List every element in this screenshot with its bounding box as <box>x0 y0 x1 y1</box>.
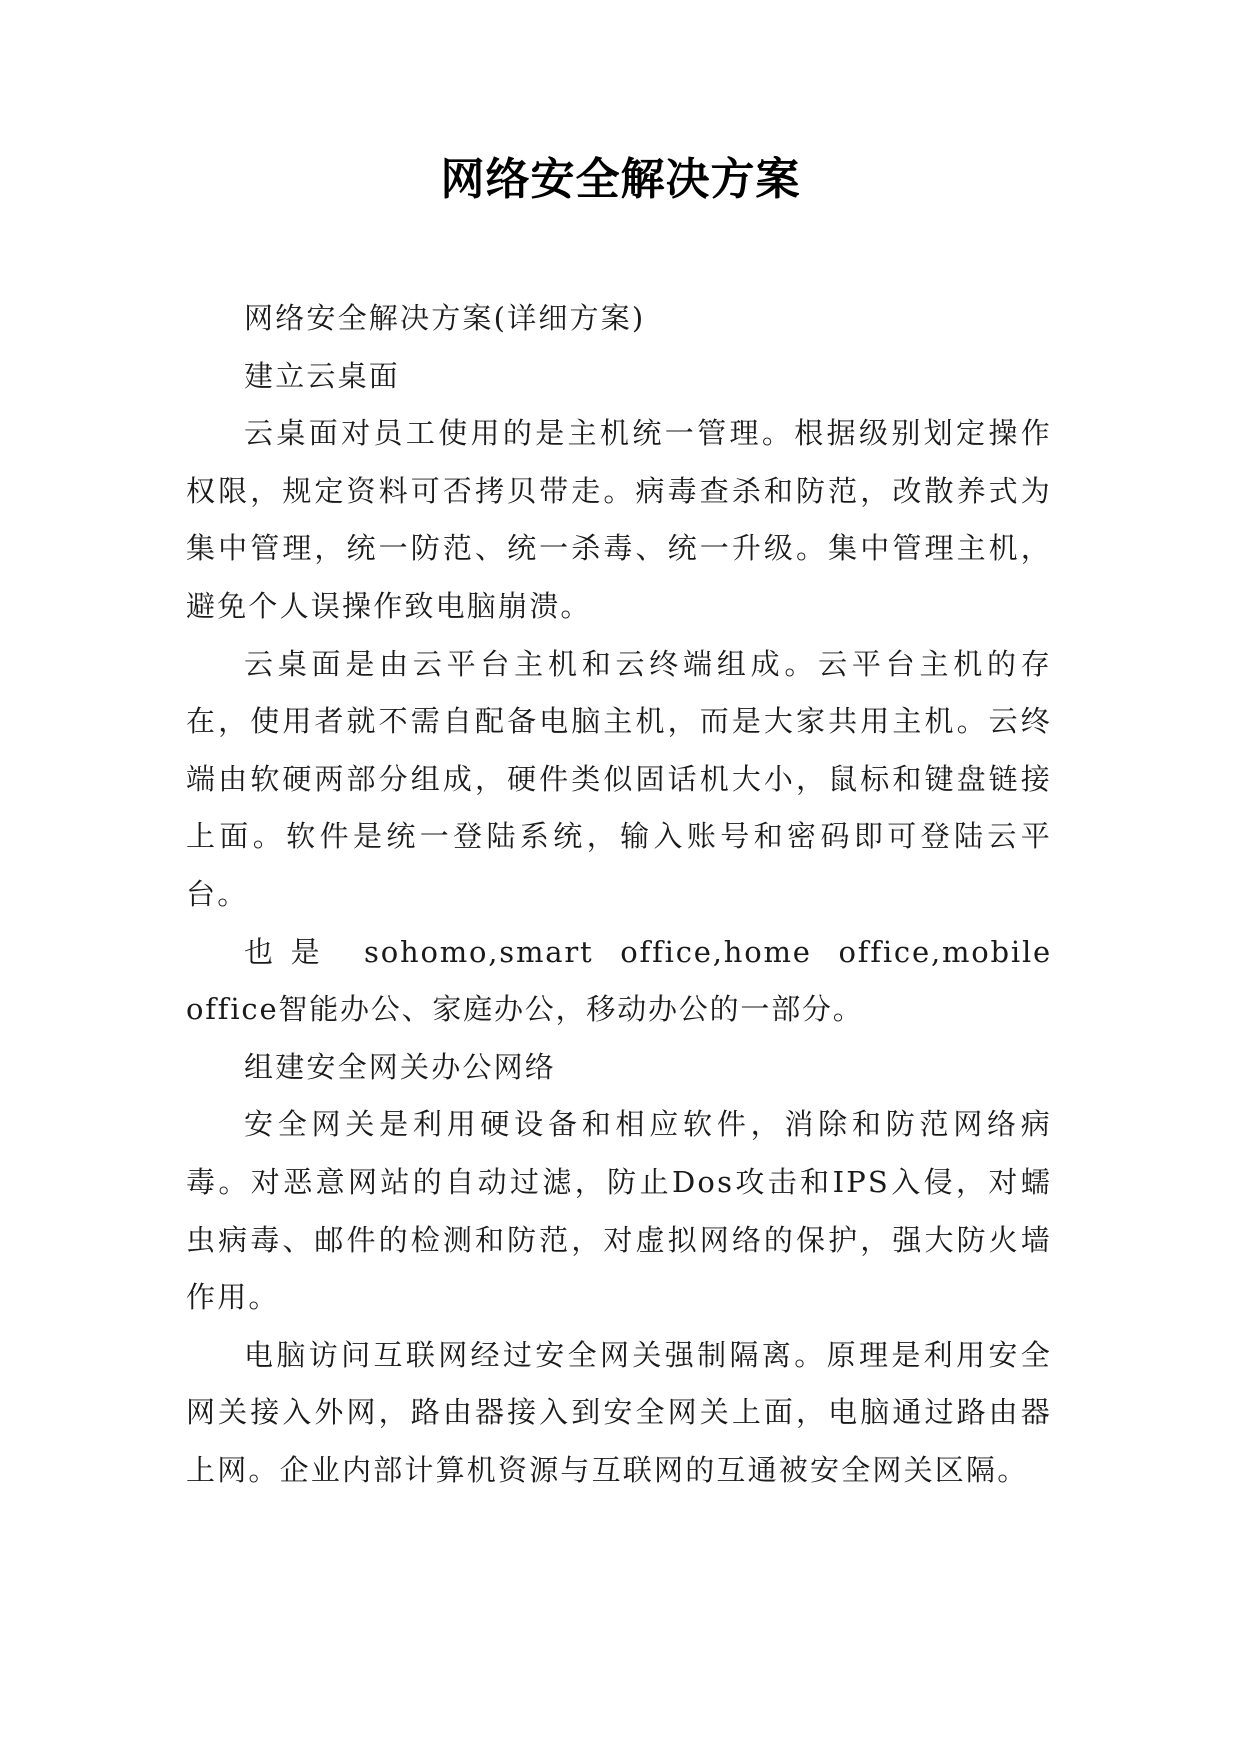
paragraph-subtitle: 网络安全解决方案(详细方案) <box>244 301 646 335</box>
paragraph-cloud-desktop-composition: 云桌面是由云平台主机和云终端组成。云平台主机的存在，使用者就不需自配备电脑主机，而是大家共用主机。云终端由软硬两部分组成，硬件类似固话机大小，鼠标和键盘链接上面。软件是统一登陆系统，输入账号和密码即可登陆云平台。 <box>186 646 1052 911</box>
document-title: 网络安全解决方案 <box>440 154 801 205</box>
paragraph-security-gateway-isolation: 电脑访问互联网经过安全网关强制隔离。原理是利用安全网关接入外网，路由器接入到安全网关上面，电脑通过路由器上网。企业内部计算机资源与互联网的互通被安全网关区隔。 <box>186 1337 1052 1487</box>
section-heading-cloud-desktop: 建立云桌面 <box>244 358 401 393</box>
paragraph-cloud-desktop-management: 云桌面对员工使用的是主机统一管理。根据级别划定操作权限，规定资料可否拷贝带走。病毒查杀和防范，改散养式为集中管理，统一防范、统一杀毒、统一升级。集中管理主机，避免个人误操作致电脑崩溃。 <box>186 416 1052 623</box>
paragraph-security-gateway-function: 安全网关是利用硬设备和相应软件，消除和防范网络病毒。对恶意网站的自动过滤，防止Dos攻击和IPS入侵，对蠕虫病毒、邮件的检测和防范，对虚拟网络的保护，强大防火墙作用。 <box>186 1107 1052 1315</box>
document-body <box>186 290 1052 1499</box>
section-heading-security-gateway: 组建安全网关办公网络 <box>244 1049 557 1084</box>
paragraph-office-modes: 也是 sohomo,smart office,home office,mobile office智能办公、家庭办公，移动办公的一部分。 <box>186 934 1052 1027</box>
